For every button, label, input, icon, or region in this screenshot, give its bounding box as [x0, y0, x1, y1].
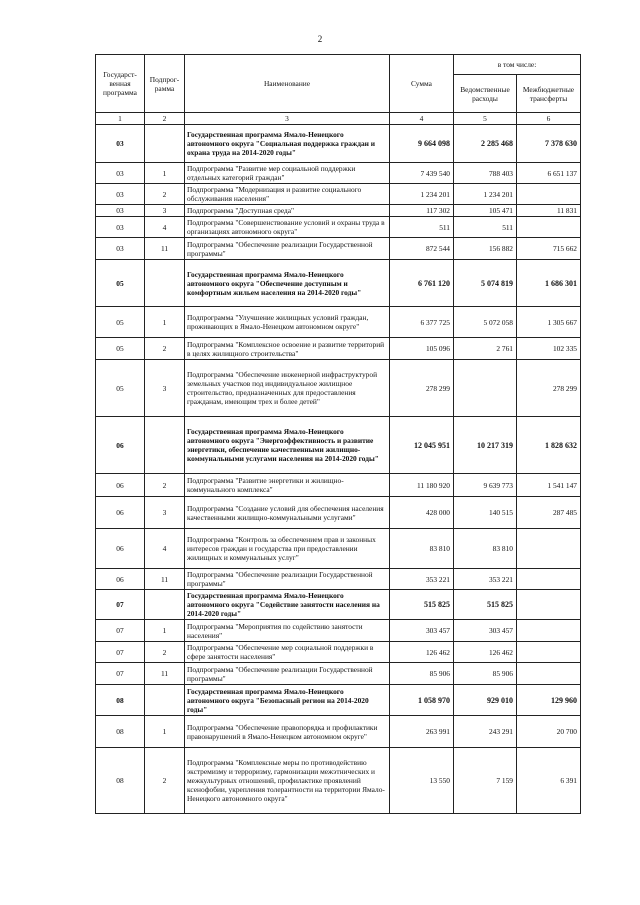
name-cell: Подпрограмма "Модернизация и развитие социального обслуживания населения" [185, 184, 390, 205]
name-cell: Подпрограмма "Совершенствование условий и охраны труда в организациях автономного округа" [185, 217, 390, 238]
program-code-cell: 08 [96, 748, 145, 814]
interbudget-cell: 6 391 [517, 748, 581, 814]
interbudget-cell: 20 700 [517, 716, 581, 748]
subprogram-code-cell: 1 [145, 716, 185, 748]
header-including: в том числе: [454, 55, 581, 75]
interbudget-cell [517, 663, 581, 685]
subprogram-code-cell [145, 685, 185, 716]
interbudget-cell: 1 686 301 [517, 260, 581, 307]
interbudget-cell [517, 642, 581, 663]
interbudget-cell [517, 569, 581, 590]
interbudget-cell: 102 335 [517, 338, 581, 360]
name-cell: Государственная программа Ямало-Ненецкого автономного округа "Обеспечение доступным и комфортным жильем населения на 2014-2020 годы" [185, 260, 390, 307]
subprogram-code-cell: 2 [145, 338, 185, 360]
subprogram-row [96, 338, 581, 360]
interbudget-cell [517, 217, 581, 238]
program-code-cell: 03 [96, 217, 145, 238]
name-cell: Подпрограмма "Доступная среда" [185, 205, 390, 217]
departmental-cell: 515 825 [454, 590, 517, 620]
departmental-cell: 85 906 [454, 663, 517, 685]
departmental-cell: 7 159 [454, 748, 517, 814]
departmental-cell: 243 291 [454, 716, 517, 748]
interbudget-cell: 1 541 147 [517, 474, 581, 497]
subprogram-code-cell: 1 [145, 163, 185, 184]
subprogram-code-cell [145, 260, 185, 307]
interbudget-cell: 287 485 [517, 497, 581, 529]
name-cell: Подпрограмма "Развитие энергетики и жилищно-коммунального комплекса" [185, 474, 390, 497]
column-number: 6 [517, 113, 581, 125]
program-code-cell: 07 [96, 663, 145, 685]
sum-cell: 6 761 120 [390, 260, 454, 307]
program-code-cell: 03 [96, 238, 145, 260]
subprogram-code-cell: 3 [145, 205, 185, 217]
subprogram-code-cell: 1 [145, 307, 185, 338]
name-cell: Государственная программа Ямало-Ненецкого автономного округа "Энергоэффективность и развитие энергетики, обеспечение качественными жилищно-коммунальными услугами населения на 2014-2020 годы" [185, 417, 390, 474]
departmental-cell: 126 462 [454, 642, 517, 663]
interbudget-cell: 1 305 667 [517, 307, 581, 338]
subprogram-code-cell: 11 [145, 238, 185, 260]
subprogram-code-cell: 2 [145, 748, 185, 814]
name-cell: Подпрограмма "Создание условий для обеспечения населения качественными жилищно-коммунальными услугами" [185, 497, 390, 529]
subprogram-row [96, 529, 581, 569]
subprogram-row [96, 184, 581, 205]
subprogram-code-cell: 1 [145, 620, 185, 642]
interbudget-cell: 1 828 632 [517, 417, 581, 474]
subprogram-row [96, 307, 581, 338]
subprogram-row [96, 748, 581, 814]
subprogram-row [96, 163, 581, 184]
departmental-cell: 9 639 773 [454, 474, 517, 497]
program-code-cell: 07 [96, 642, 145, 663]
name-cell: Подпрограмма "Комплексное освоение и развитие территорий в целях жилищного строительства" [185, 338, 390, 360]
header-interbudget: Межбюджетные трансферты [517, 75, 581, 113]
program-row [96, 590, 581, 620]
sum-cell: 85 906 [390, 663, 454, 685]
column-number: 1 [96, 113, 145, 125]
interbudget-cell [517, 590, 581, 620]
program-code-cell: 05 [96, 260, 145, 307]
subprogram-code-cell: 2 [145, 474, 185, 497]
name-cell: Государственная программа Ямало-Ненецкого автономного округа "Социальная поддержка граждан и охрана труда на 2014-2020 годы" [185, 125, 390, 163]
program-code-cell: 06 [96, 474, 145, 497]
header-departmental: Ведомственные расходы [454, 75, 517, 113]
name-cell: Подпрограмма "Комплексные меры по противодействию экстремизму и терроризму, гармонизации межэтнических и межкультурных отношений, профилактике проявлений ксенофобии, укрепления толерантности на территории Ямало-Ненецкого автономного округа" [185, 748, 390, 814]
program-row [96, 125, 581, 163]
interbudget-cell [517, 184, 581, 205]
sum-cell: 515 825 [390, 590, 454, 620]
subprogram-row [96, 663, 581, 685]
interbudget-cell [517, 529, 581, 569]
subprogram-code-cell [145, 417, 185, 474]
subprogram-code-cell: 3 [145, 360, 185, 417]
sum-cell: 278 299 [390, 360, 454, 417]
header-name: Наименование [185, 55, 390, 113]
sum-cell: 511 [390, 217, 454, 238]
name-cell: Подпрограмма "Контроль за обеспечением прав и законных интересов граждан и государства при предоставлении жилищных и коммунальных услуг" [185, 529, 390, 569]
sum-cell: 126 462 [390, 642, 454, 663]
subprogram-row [96, 620, 581, 642]
departmental-cell: 10 217 319 [454, 417, 517, 474]
program-code-cell: 06 [96, 497, 145, 529]
program-code-cell: 03 [96, 205, 145, 217]
departmental-cell: 5 074 819 [454, 260, 517, 307]
column-number: 5 [454, 113, 517, 125]
subprogram-code-cell: 2 [145, 184, 185, 205]
departmental-cell: 2 285 468 [454, 125, 517, 163]
sum-cell: 11 180 920 [390, 474, 454, 497]
name-cell: Подпрограмма "Обеспечение мер социальной поддержки в сфере занятости населения" [185, 642, 390, 663]
departmental-cell: 353 221 [454, 569, 517, 590]
program-code-cell: 05 [96, 360, 145, 417]
header-subprogram: Подпрог-рамма [145, 55, 185, 113]
sum-cell: 263 991 [390, 716, 454, 748]
departmental-cell: 2 761 [454, 338, 517, 360]
subprogram-code-cell: 11 [145, 569, 185, 590]
column-number: 2 [145, 113, 185, 125]
sum-cell: 6 377 725 [390, 307, 454, 338]
page-number: 2 [317, 34, 323, 44]
sum-cell: 872 544 [390, 238, 454, 260]
program-code-cell: 03 [96, 163, 145, 184]
departmental-cell: 788 403 [454, 163, 517, 184]
name-cell: Государственная программа Ямало-Ненецкого автономного округа "Содействие занятости населения на 2014-2020 годы" [185, 590, 390, 620]
subprogram-row [96, 497, 581, 529]
name-cell: Подпрограмма "Обеспечение реализации Государственной программы" [185, 663, 390, 685]
interbudget-cell: 715 662 [517, 238, 581, 260]
subprogram-row [96, 474, 581, 497]
departmental-cell: 156 882 [454, 238, 517, 260]
sum-cell: 428 000 [390, 497, 454, 529]
departmental-cell: 5 072 058 [454, 307, 517, 338]
departmental-cell: 303 457 [454, 620, 517, 642]
sum-cell: 353 221 [390, 569, 454, 590]
sum-cell: 13 550 [390, 748, 454, 814]
subprogram-code-cell: 4 [145, 217, 185, 238]
program-code-cell: 06 [96, 417, 145, 474]
sum-cell: 9 664 098 [390, 125, 454, 163]
name-cell: Подпрограмма "Обеспечение реализации Государственной программы" [185, 238, 390, 260]
departmental-cell: 83 810 [454, 529, 517, 569]
name-cell: Подпрограмма "Обеспечение правопорядка и профилактики правонарушений в Ямало-Ненецком автономном округе" [185, 716, 390, 748]
header-program: Государст-венная программа [96, 55, 145, 113]
interbudget-cell: 278 299 [517, 360, 581, 417]
program-code-cell: 08 [96, 685, 145, 716]
interbudget-cell: 7 378 630 [517, 125, 581, 163]
program-code-cell: 07 [96, 590, 145, 620]
name-cell: Государственная программа Ямало-Ненецкого автономного округа "Безопасный регион на 2014-2020 годы" [185, 685, 390, 716]
subprogram-row [96, 205, 581, 217]
program-code-cell: 08 [96, 716, 145, 748]
subprogram-code-cell: 4 [145, 529, 185, 569]
sum-cell: 7 439 540 [390, 163, 454, 184]
departmental-cell: 929 010 [454, 685, 517, 716]
subprogram-row [96, 642, 581, 663]
program-code-cell: 03 [96, 184, 145, 205]
subprogram-code-cell: 3 [145, 497, 185, 529]
subprogram-code-cell [145, 125, 185, 163]
program-row [96, 417, 581, 474]
subprogram-code-cell [145, 590, 185, 620]
program-code-cell: 05 [96, 338, 145, 360]
departmental-cell: 1 234 201 [454, 184, 517, 205]
sum-cell: 1 058 970 [390, 685, 454, 716]
departmental-cell [454, 360, 517, 417]
sum-cell: 83 810 [390, 529, 454, 569]
name-cell: Подпрограмма "Обеспечение реализации Государственной программы" [185, 569, 390, 590]
departmental-cell: 105 471 [454, 205, 517, 217]
interbudget-cell: 11 831 [517, 205, 581, 217]
subprogram-row [96, 569, 581, 590]
name-cell: Подпрограмма "Улучшение жилищных условий граждан, проживающих в Ямало-Ненецком автономном округе" [185, 307, 390, 338]
name-cell: Подпрограмма "Обеспечение инженерной инфраструктурой земельных участков под индивидуальное жилищное строительство, предназначенных для предоставления гражданам, имеющим трех и более детей" [185, 360, 390, 417]
program-code-cell: 06 [96, 529, 145, 569]
column-number: 3 [185, 113, 390, 125]
sum-cell: 1 234 201 [390, 184, 454, 205]
sum-cell: 117 302 [390, 205, 454, 217]
program-code-cell: 07 [96, 620, 145, 642]
program-code-cell: 05 [96, 307, 145, 338]
subprogram-code-cell: 11 [145, 663, 185, 685]
subprogram-row [96, 217, 581, 238]
departmental-cell: 140 515 [454, 497, 517, 529]
header-sum: Сумма [390, 55, 454, 113]
sum-cell: 12 045 951 [390, 417, 454, 474]
subprogram-row [96, 360, 581, 417]
interbudget-cell: 129 960 [517, 685, 581, 716]
program-code-cell: 06 [96, 569, 145, 590]
name-cell: Подпрограмма "Мероприятия по содействию занятости населения" [185, 620, 390, 642]
program-row [96, 260, 581, 307]
subprogram-row [96, 238, 581, 260]
departmental-cell: 511 [454, 217, 517, 238]
sum-cell: 303 457 [390, 620, 454, 642]
column-number: 4 [390, 113, 454, 125]
program-row [96, 685, 581, 716]
name-cell: Подпрограмма "Развитие мер социальной поддержки отдельных категорий граждан" [185, 163, 390, 184]
subprogram-code-cell: 2 [145, 642, 185, 663]
sum-cell: 105 096 [390, 338, 454, 360]
budget-table [95, 54, 581, 814]
program-code-cell: 03 [96, 125, 145, 163]
table-body [96, 125, 581, 814]
interbudget-cell: 6 651 137 [517, 163, 581, 184]
subprogram-row [96, 716, 581, 748]
interbudget-cell [517, 620, 581, 642]
